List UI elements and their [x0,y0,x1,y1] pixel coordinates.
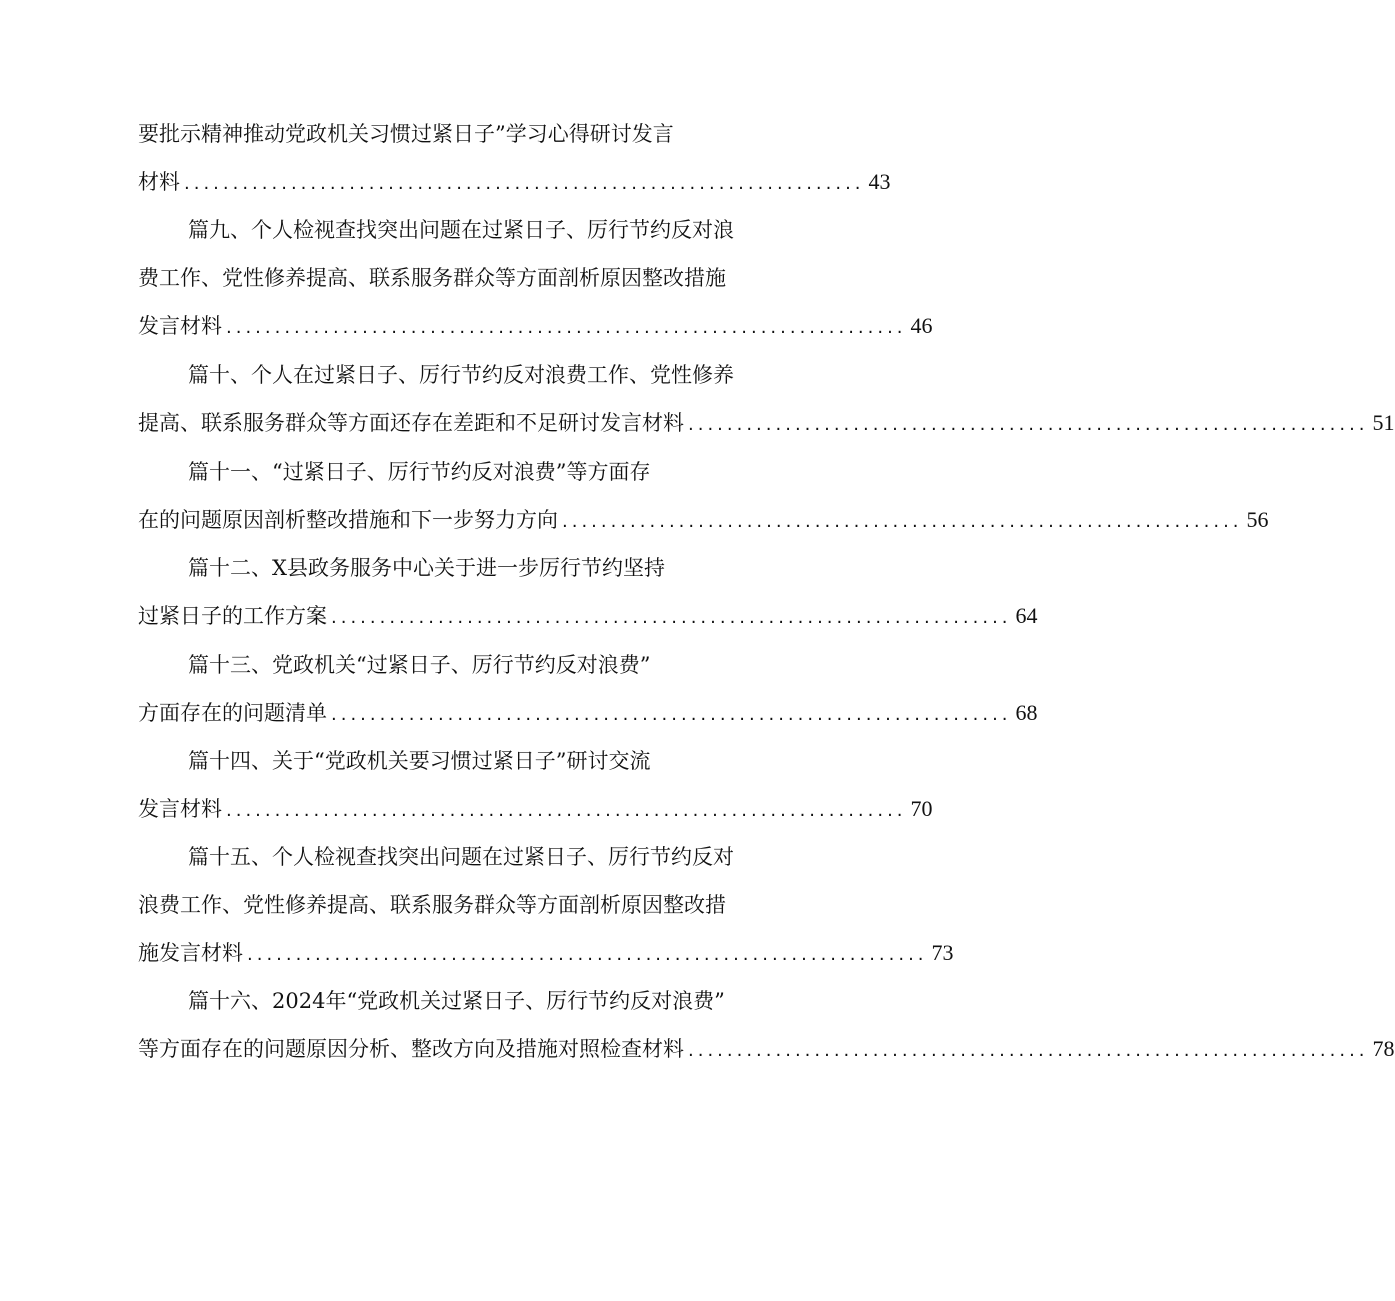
page-number: 78 [1372,1036,1395,1061]
toc-entry-leader-line[interactable] [138,1029,1395,1069]
toc-entry-text: 发言材料 [138,797,222,821]
dot-leader: ...................................................................... [562,511,1243,532]
toc-entry-text: 材料 [138,170,180,194]
page-number: 68 [1015,700,1038,725]
toc-entry-leader-line[interactable] [138,306,933,346]
dot-leader: ...................................................................... [688,414,1369,435]
toc-entry-title[interactable]: 篇九、个人检视查找突出问题在过紧日子、厉行节约反对浪 [188,218,734,242]
page-number: 64 [1015,603,1038,628]
page-number: 70 [910,796,933,821]
toc-entry-leader-line[interactable] [138,500,1269,540]
toc-entry-title[interactable]: 篇十五、个人检视查找突出问题在过紧日子、厉行节约反对 [188,845,734,869]
dot-leader: ...................................................................... [331,607,1012,628]
dot-leader: ...................................................................... [184,173,865,194]
toc-entry-text: 提高、联系服务群众等方面还存在差距和不足研讨发言材料 [138,411,684,435]
toc-entry-text: 方面存在的问题清单 [138,701,327,725]
toc-entry-leader-line[interactable] [138,933,954,973]
dot-leader: ...................................................................... [331,704,1012,725]
toc-entry-text: 发言材料 [138,314,222,338]
dot-leader: ...................................................................... [688,1040,1369,1061]
dot-leader: ...................................................................... [247,944,928,965]
toc-entry-leader-line[interactable] [138,596,1038,636]
toc-entry-title[interactable]: 篇十一、“过紧日子、厉行节约反对浪费”等方面存 [188,460,651,484]
toc-entry-text: 浪费工作、党性修养提高、联系服务群众等方面剖析原因整改措 [138,893,726,917]
toc-entry-title[interactable]: 篇十、个人在过紧日子、厉行节约反对浪费工作、党性修养 [188,363,734,387]
toc-entry-text: 过紧日子的工作方案 [138,604,327,628]
page-number: 56 [1246,507,1269,532]
toc-entry-title[interactable]: 篇十六、2024年“党政机关过紧日子、厉行节约反对浪费” [188,989,725,1013]
toc-entry-title[interactable]: 篇十四、关于“党政机关要习惯过紧日子”研讨交流 [188,749,651,773]
page-number: 46 [910,313,933,338]
toc-entry-text: 在的问题原因剖析整改措施和下一步努力方向 [138,508,558,532]
toc-entry-title[interactable]: 篇十三、党政机关“过紧日子、厉行节约反对浪费” [188,653,651,677]
toc-entry-leader-line[interactable] [138,693,1038,733]
toc-entry-text: 施发言材料 [138,941,243,965]
toc-entry-leader-line[interactable] [138,403,1395,443]
toc-entry-title[interactable]: 篇十二、X县政务服务中心关于进一步厉行节约坚持 [188,556,665,580]
toc-entry-text: 要批示精神推动党政机关习惯过紧日子”学习心得研讨发言 [138,122,674,146]
page-number: 51 [1372,410,1395,435]
toc-entry-text: 等方面存在的问题原因分析、整改方向及措施对照检查材料 [138,1037,684,1061]
toc-entry-text: 费工作、党性修养提高、联系服务群众等方面剖析原因整改措施 [138,266,726,290]
page-number: 73 [931,940,954,965]
toc-entry-leader-line[interactable] [138,789,933,829]
toc-entry-leader-line[interactable] [138,162,891,202]
page-number: 43 [868,169,891,194]
dot-leader: ...................................................................... [226,317,907,338]
dot-leader: ...................................................................... [226,800,907,821]
